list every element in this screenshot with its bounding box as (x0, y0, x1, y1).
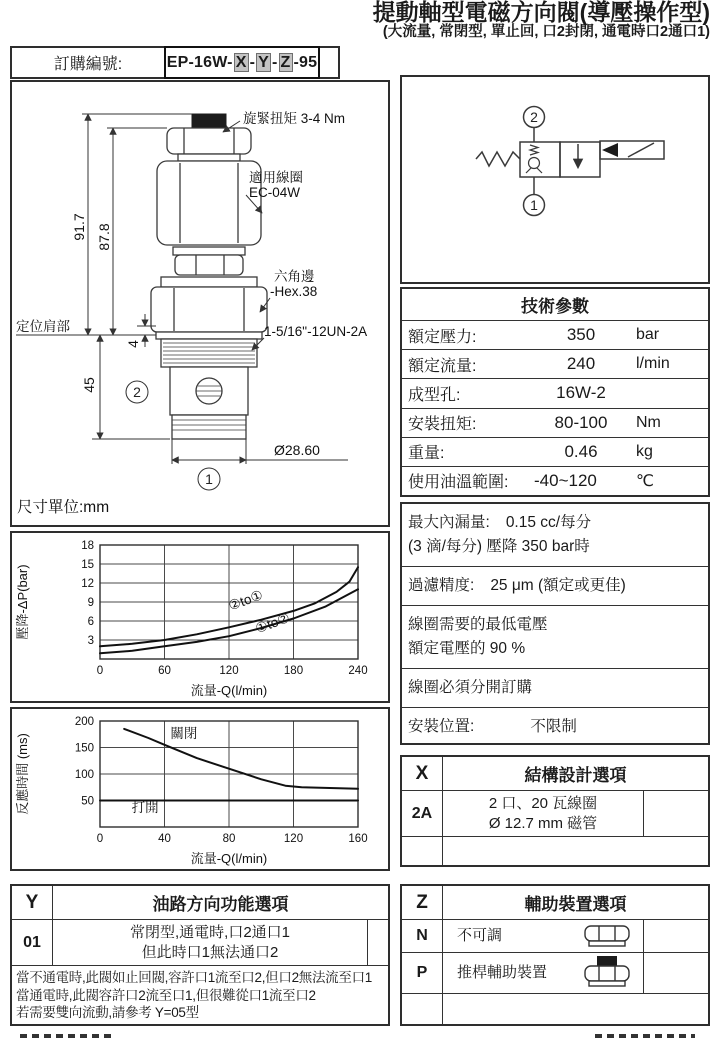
svg-text:120: 120 (219, 665, 239, 677)
z-row-empty-cell (643, 953, 708, 993)
page-header (10, 0, 710, 42)
svg-text:②to①: ②to① (226, 587, 265, 614)
part-number-prefix: EP-16W- (166, 53, 233, 71)
spec-coil-order (402, 669, 708, 708)
z-row-label: 不可調 (457, 927, 503, 945)
z-table-row-p (402, 953, 708, 994)
callout-coil-line2: EC-04W (249, 185, 301, 200)
x-table-header (402, 757, 708, 791)
y-option-table (10, 884, 390, 1026)
svg-text:0: 0 (96, 665, 104, 677)
dim-coil-height: 87.8 (96, 223, 112, 251)
z-row-label: 推桿輔助裝置 (457, 964, 548, 982)
spec-mounting (402, 708, 708, 746)
port-2-label: 2 (133, 384, 141, 400)
svg-text:200: 200 (74, 716, 94, 728)
callout-thread: 1-5/16"-12UN-2A (264, 324, 368, 339)
svg-text:18: 18 (81, 540, 94, 552)
page-subtitle: (大流量, 常閉型, 單止回, 口2封閉, 通電時口2通口1) (382, 24, 710, 41)
callout-hex-line2: -Hex.38 (270, 284, 318, 299)
y-note-3: 若需要雙向流動,請參考 Y=05型 (16, 1005, 199, 1021)
tech-row-temp (402, 467, 708, 495)
y-table-header (12, 886, 388, 920)
footer-fragment-right (595, 1034, 695, 1038)
spec-line: 線圈必須分開訂購 (408, 679, 533, 697)
tech-unit: l/min (636, 355, 670, 373)
tech-value: 350 (566, 325, 596, 345)
nut-icon (581, 923, 633, 949)
svg-text:100: 100 (74, 769, 94, 781)
z-table-title: 輔助裝置選項 (524, 895, 627, 914)
svg-text:9: 9 (87, 597, 94, 609)
shoulder-label: 定位肩部 (16, 319, 70, 334)
svg-text:反應時間 (ms): 反應時間 (ms) (15, 733, 30, 815)
y-table-row-01 (12, 920, 388, 966)
x-table-empty-row (402, 837, 708, 865)
part-number-option-y: Y (258, 53, 269, 71)
spec-value: 不限制 (530, 718, 577, 736)
tech-label: 額定流量: (408, 357, 477, 375)
svg-text:50: 50 (81, 795, 94, 808)
tech-value: 16W-2 (556, 383, 606, 403)
tech-value: 240 (566, 354, 596, 374)
y-row-line2: 但此時口1無法通口2 (141, 943, 279, 961)
x-row-empty-cell (643, 791, 708, 836)
svg-text:12: 12 (81, 578, 94, 590)
x-row-line1: 2 口、20 瓦線圈 (488, 795, 598, 812)
x-table-code: X (402, 757, 443, 790)
tech-value: 0.46 (564, 441, 598, 461)
spec-value: 25 μm (額定或更佳) (490, 577, 626, 595)
svg-text:3: 3 (87, 635, 94, 647)
z-table-header (402, 886, 708, 920)
order-number-box (10, 46, 340, 79)
svg-text:15: 15 (81, 559, 94, 571)
z-table-row-n (402, 920, 708, 953)
z-table-empty-row (402, 994, 708, 1024)
svg-text:打開: 打開 (131, 800, 159, 816)
dim-shoulder-height: 4 (125, 340, 141, 348)
valve-drawing (12, 82, 388, 525)
response-time-chart (12, 709, 386, 867)
x-table-row-2a (402, 791, 708, 837)
order-number-label: 訂購編號: (53, 56, 123, 73)
x-row-code: 2A (402, 791, 443, 836)
y-row-code: 01 (12, 920, 53, 965)
nut-with-pushpin-icon (581, 956, 633, 990)
pressure-drop-chart (12, 533, 386, 699)
symbol-port2-number: 2 (530, 109, 538, 125)
port-1-label: 1 (205, 471, 213, 487)
valve-position-flow (560, 142, 600, 177)
callout-hex-line1: 六角邊 (274, 269, 315, 284)
hydraulic-symbol (402, 77, 708, 282)
dim-diameter: Ø28.60 (274, 442, 320, 458)
svg-text:60: 60 (158, 665, 171, 677)
spring-icon (476, 152, 520, 166)
z-row-code: N (402, 920, 443, 952)
tech-unit: kg (636, 442, 653, 460)
spec-line: 線圈需要的最低電壓 (408, 616, 548, 634)
svg-text:壓降-ΔP(bar): 壓降-ΔP(bar) (15, 564, 30, 640)
dim-cartridge-depth: 45 (81, 377, 97, 393)
tech-label: 使用油溫範圍: (408, 474, 509, 492)
svg-text:120: 120 (283, 833, 304, 845)
y-table-notes (12, 966, 388, 1025)
y-note-1: 當不通電時,此閥如止回閥,容許口1流至口2,但口2無法流至口1 (16, 970, 372, 985)
svg-text:流量-Q(l/min): 流量-Q(l/min) (190, 683, 268, 698)
spec-label: 過濾精度: (408, 577, 475, 595)
y-row-empty-cell (367, 920, 388, 965)
callout-torque: 旋緊扭矩 3-4 Nm (243, 111, 346, 126)
part-number-sep: - (272, 53, 278, 71)
spec-label: 最大內漏量: (408, 514, 490, 531)
tech-unit: bar (636, 326, 660, 344)
z-row-empty-cell (643, 920, 708, 952)
tech-table-title: 技術參數 (402, 289, 708, 321)
spec-value: 0.15 cc/每分 (505, 514, 592, 531)
tech-value: 80-100 (554, 412, 608, 432)
spec-note: (3 滴/每分) 壓降 350 bar時 (408, 538, 590, 556)
svg-text:80: 80 (222, 833, 236, 845)
x-row-line2: Ø 12.7 mm 磁管 (488, 814, 598, 832)
additional-specs-box (400, 502, 710, 745)
tech-params-table (400, 287, 710, 497)
response-time-chart-box (10, 707, 390, 871)
part-number-option-z: Z (280, 53, 291, 71)
tech-label: 重量: (408, 445, 445, 463)
tech-label: 額定壓力: (408, 328, 477, 346)
spec-line: 額定電壓的 90 % (408, 640, 526, 658)
svg-text:關閉: 關閉 (170, 725, 198, 741)
part-number-suffix: -95 (293, 53, 318, 71)
svg-text:6: 6 (87, 616, 94, 628)
svg-text:①to②: ①to② (253, 609, 292, 637)
valve-cartridge-outline (151, 114, 267, 439)
tech-unit: ℃ (636, 472, 654, 490)
y-row-line1: 常閉型,通電時,口2通口1 (129, 924, 291, 941)
tech-label: 安裝扭矩: (408, 416, 477, 434)
tech-row-torque (402, 409, 708, 438)
symbol-port1-number: 1 (530, 197, 538, 213)
page-title: 提動軸型電磁方向閥(導壓操作型) (372, 0, 710, 25)
svg-text:40: 40 (158, 833, 171, 845)
svg-text:180: 180 (283, 665, 304, 677)
dim-overall-height: 91.7 (71, 213, 87, 241)
part-number (164, 46, 320, 79)
callout-coil-line1: 適用線圈 (249, 170, 303, 185)
y-table-title: 油路方向功能選項 (152, 895, 289, 914)
tech-row-pressure (402, 321, 708, 350)
spec-filtration (402, 567, 708, 606)
tech-value: -40~120 (534, 470, 597, 490)
svg-text:流量-Q(l/min): 流量-Q(l/min) (190, 851, 268, 866)
spec-coil-voltage (402, 606, 708, 669)
hydraulic-symbol-box (400, 75, 710, 284)
z-table-code: Z (402, 886, 443, 919)
tech-label: 成型孔: (408, 386, 461, 404)
svg-text:160: 160 (348, 833, 368, 845)
z-row-code: P (402, 953, 443, 993)
svg-text:240: 240 (348, 665, 368, 677)
unit-note: 尺寸單位:mm (17, 499, 110, 516)
tech-unit: Nm (636, 413, 661, 431)
tech-row-flow (402, 350, 708, 379)
x-table-title: 結構設計選項 (524, 766, 627, 785)
spec-leakage (402, 504, 708, 567)
pressure-drop-chart-box (10, 531, 390, 703)
x-option-table (400, 755, 710, 867)
footer-fragment-left (20, 1034, 115, 1038)
valve-drawing-box (10, 80, 390, 527)
part-number-option-x: X (235, 53, 247, 71)
part-number-sep: - (249, 53, 256, 71)
svg-text:150: 150 (74, 742, 94, 755)
y-note-2: 當通電時,此閥容許口2流至口1,但很難從口1流至口2 (16, 987, 316, 1003)
tech-row-weight (402, 438, 708, 467)
y-table-code: Y (12, 886, 53, 919)
spec-label: 安裝位置: (408, 718, 475, 736)
tech-row-cavity (402, 379, 708, 408)
svg-text:0: 0 (96, 833, 104, 845)
z-option-table (400, 884, 710, 1026)
